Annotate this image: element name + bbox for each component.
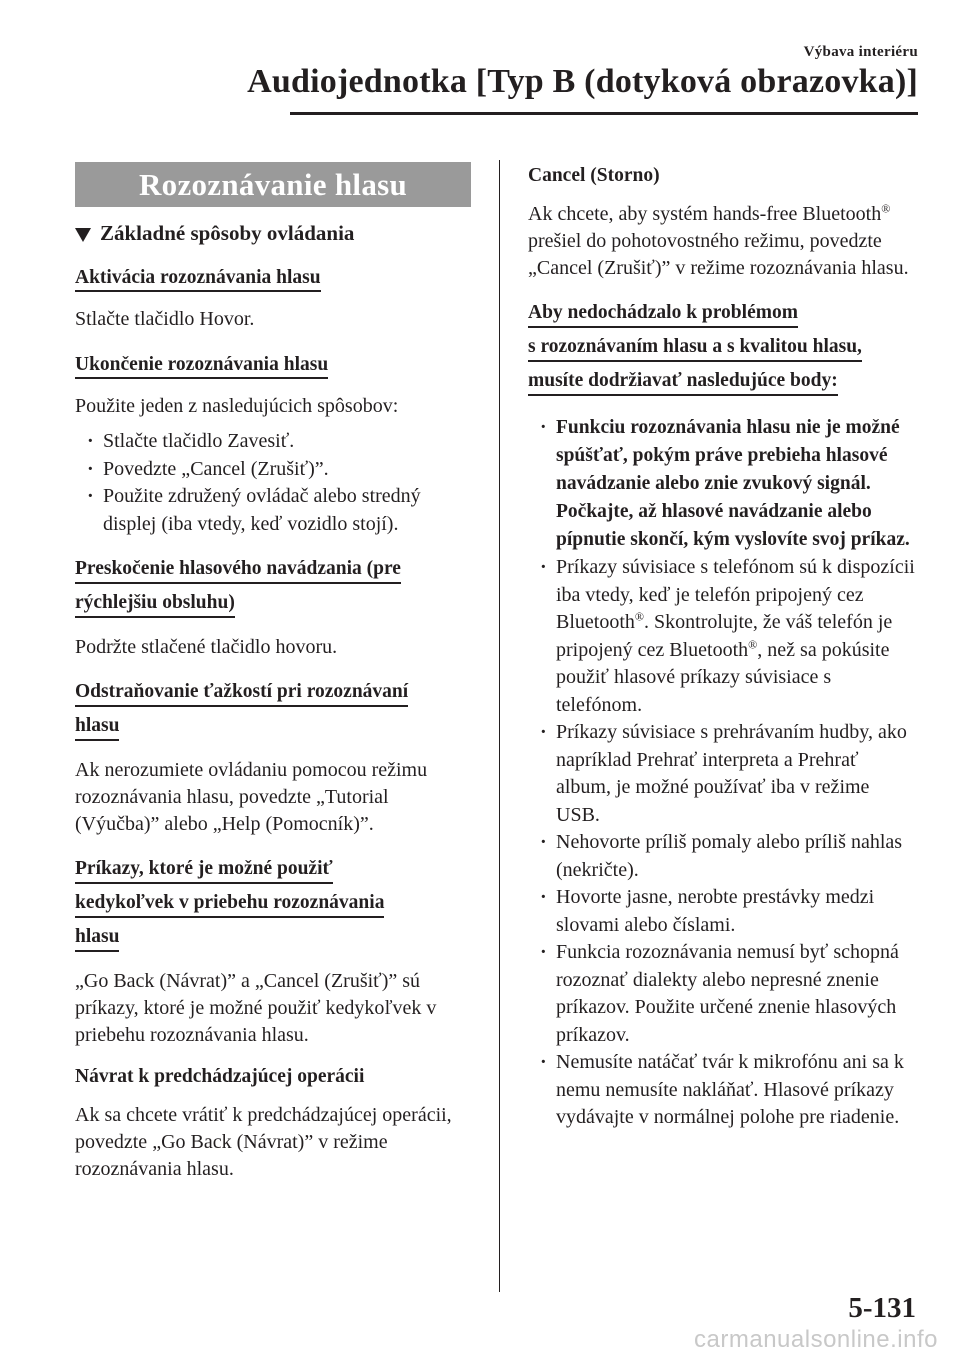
heading-anytime-commands: Príkazy, ktoré je možné použiť kedykoľvek v priebehu rozoznávania hlasu bbox=[75, 854, 471, 956]
paragraph-anytime-commands: „Go Back (Návrat)” a „Cancel (Zrušiť)” sú príkazy, ktoré je možné použiť kedykoľvek v priebehu rozoznávania hlasu. bbox=[75, 970, 437, 1046]
header-subtitle: Výbava interiéru bbox=[803, 44, 918, 60]
watermark: carmanualsonline.info bbox=[694, 1326, 938, 1353]
list-item: · Funkcia rozoznávania nemusí byť schopná rozoznať dialekty alebo nepresné znenie príkazov. Použite určené znenie hlasových príkazov. bbox=[528, 939, 918, 1049]
registered-mark: ® bbox=[881, 201, 891, 216]
heading-activation: Aktivácia rozoznávania hlasu bbox=[75, 262, 471, 294]
subheading bbox=[75, 221, 471, 246]
paragraph-cancel: Ak chcete, aby systém hands-free Bluetooth® prešiel do pohotovostného režimu, povedzte „Cancel (Zrušiť)” v režime rozoznávania hlasu. bbox=[528, 201, 909, 279]
right-column bbox=[528, 162, 918, 1132]
list-item: · Povedzte „Cancel (Zrušiť)”. bbox=[75, 456, 471, 484]
subheading-text: Základné spôsoby ovládania bbox=[100, 221, 355, 245]
list-item: · Funkciu rozoznávania hlasu nie je možné spúšťať, pokým práve prebieha hlasové navádzanie alebo znie zvukový signál. Počkajte, až hlasové navádzanie alebo pípnutie skončí, kým vyslovíte svoj príkaz. bbox=[528, 414, 918, 554]
list-item: · Stlačte tlačidlo Zavesiť. bbox=[75, 428, 471, 456]
list-item: · Nemusíte natáčať tvár k mikrofónu ani sa k nemu nemusíte nakláňať. Hlasové príkazy vydávajte v normálnej polohe pre riadenie. bbox=[528, 1049, 918, 1132]
left-column bbox=[75, 162, 471, 1183]
paragraph-go-back: Ak sa chcete vrátiť k predchádzajúcej operácii, povedzte „Go Back (Návrat)” v režime rozoznávania hlasu. bbox=[75, 1104, 452, 1180]
list-item: · Nehovorte príliš pomaly alebo príliš nahlas (nekričte). bbox=[528, 829, 918, 884]
header-rule bbox=[290, 112, 918, 115]
heading-termination: Ukončenie rozoznávania hlasu bbox=[75, 349, 471, 381]
heading-tips: Aby nedochádzalo k problémom s rozoznávaním hlasu a s kvalitou hlasu, musíte dodržiavať nasledujúce body: bbox=[528, 298, 918, 400]
page-header bbox=[247, 44, 918, 101]
list-item: · Použite združený ovládač alebo stredný displej (iba vtedy, keď vozidlo stojí). bbox=[75, 483, 471, 538]
triangle-down-icon bbox=[75, 228, 91, 242]
heading-skip-prompt: Preskočenie hlasového navádzania (pre rýchlejšiu obsluhu) bbox=[75, 554, 471, 622]
list-item: · Príkazy súvisiace s prehrávaním hudby, ako napríklad Prehrať interpreta a Prehrať album, je možné používať iba v režime USB. bbox=[528, 719, 918, 829]
paragraph-termination-intro: Použite jeden z nasledujúcich spôsobov: bbox=[75, 395, 399, 417]
paragraph-skip-prompt: Podržte stlačené tlačidlo hovoru. bbox=[75, 636, 338, 658]
page-number: 5-131 bbox=[848, 1292, 916, 1324]
list-item: · Príkazy súvisiace s telefónom sú k dispozícii iba vtedy, keď je telefón pripojený cez Bluetooth®. Skontrolujte, že váš telefón je pripojený cez Bluetooth®, než sa pokúsite použiť hlasové príkazy súvisiace s telefónom. bbox=[528, 554, 918, 719]
paragraph-activation: Stlačte tlačidlo Hovor. bbox=[75, 308, 255, 330]
heading-troubleshooting: Odstraňovanie ťažkostí pri rozoznávaní hlasu bbox=[75, 677, 471, 745]
registered-mark: ® bbox=[748, 636, 758, 651]
heading-go-back: Návrat k predchádzajúcej operácii bbox=[75, 1066, 365, 1087]
registered-mark: ® bbox=[634, 609, 645, 624]
column-divider bbox=[499, 160, 500, 1292]
paragraph-troubleshooting: Ak nerozumiete ovládaniu pomocou režimu rozoznávania hlasu, povedzte „Tutorial (Výučba)” alebo „Help (Pomocník)”. bbox=[75, 759, 428, 835]
heading-cancel: Cancel (Storno) bbox=[528, 165, 660, 186]
section-banner: Rozoznávanie hlasu bbox=[75, 162, 471, 207]
list-item: · Hovorte jasne, nerobte prestávky medzi slovami alebo číslami. bbox=[528, 884, 918, 939]
tips-list bbox=[528, 414, 918, 1132]
header-title: Audiojednotka [Typ B (dotyková obrazovka)] bbox=[247, 63, 918, 100]
termination-list bbox=[75, 428, 471, 538]
